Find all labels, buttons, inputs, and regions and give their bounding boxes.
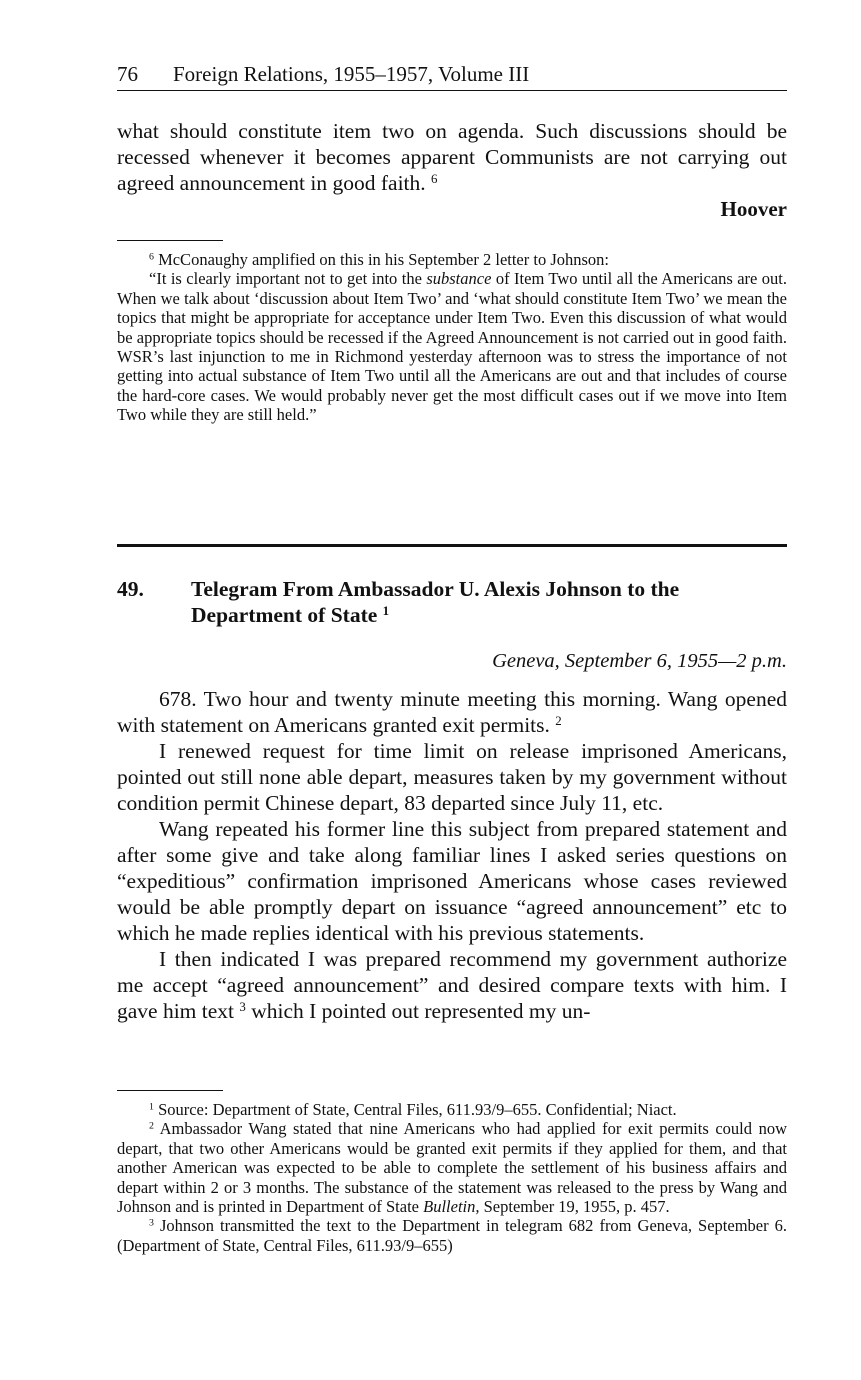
telegram-body bbox=[117, 686, 787, 1024]
footnote-6-quote-italic: substance bbox=[426, 269, 492, 289]
footnote-divider bbox=[117, 240, 223, 241]
footnote-divider bbox=[117, 1090, 223, 1091]
footnote-block-bottom bbox=[117, 1090, 787, 1255]
footnote-6-quote-rest: of Item Two until all the Americans are out. When we talk about ‘discussion about Item Two’ and ‘what should constitute Item Two’ we mean the topics that might be appropriate for acceptance under Item Two. Even this discussion of what would be appropriate topics should be recessed if the Agreed Announcement is not carried out in good faith. WSR’s last injunction to me in Richmond yesterday afternoon was to stress the importance of not getting into actual substance of Item Two until all the Americans are out and that includes of course the hard-core cases. We would probably never get the most difficult cases out if we move into Item Two while they are still held.” bbox=[117, 269, 787, 425]
page-number: 76 bbox=[117, 62, 138, 86]
paragraph-1 bbox=[117, 686, 787, 738]
footnote-ref-6: 6 bbox=[431, 171, 438, 186]
footnote-block-top bbox=[117, 240, 787, 425]
footnote-marker-1: 1 bbox=[149, 1101, 154, 1113]
document-heading bbox=[117, 576, 787, 628]
continued-paragraph-text: what should constitute item two on agenda. Such discussions should be recessed whenever it becomes apparent Communists are not carrying out agreed announcement in good faith. bbox=[117, 119, 787, 195]
footnote-2 bbox=[117, 1119, 787, 1216]
running-header bbox=[117, 62, 787, 91]
footnote-marker-3: 3 bbox=[149, 1218, 154, 1229]
footnote-ref-3: 3 bbox=[239, 999, 246, 1014]
running-title: Foreign Relations, 1955–1957, Volume III bbox=[173, 62, 530, 86]
footnote-1-text: Source: Department of State, Central Files, 611.93/9–655. Confidential; Niact. bbox=[158, 1100, 677, 1119]
footnote-6-intro bbox=[117, 250, 787, 269]
footnote-3 bbox=[117, 1216, 787, 1255]
footnote-2-text: Ambassador Wang stated that nine Americans who had applied for exit permits could now depart, that two other Americans would be granted exit permits if they applied for them, and that another American was expected to be able to complete the settlement of his business affairs and depart within 2 or 3 months. The substance of the statement was released to the press by Wang and Johnson and is printed in Department of State bbox=[117, 1119, 788, 1217]
footnote-1 bbox=[117, 1100, 787, 1119]
continued-text-block bbox=[117, 118, 787, 222]
dateline: Geneva, September 6, 1955—2 p.m. bbox=[492, 650, 787, 672]
footnote-6-intro-text: McConaughy amplified on this in his September 2 letter to Johnson: bbox=[158, 250, 610, 269]
paragraph-2: I renewed request for time limit on release imprisoned Americans, pointed out still none able depart, measures taken by my government without condition permit Chinese depart, 83 departed since July 11, etc. bbox=[117, 739, 787, 815]
document-title-text: Telegram From Ambassador U. Alexis Johnson to the Department of State bbox=[191, 577, 680, 627]
footnote-marker-6: 6 bbox=[149, 251, 154, 263]
signature: Hoover bbox=[720, 197, 787, 221]
paragraph-4 bbox=[117, 946, 787, 1024]
continued-paragraph bbox=[117, 118, 787, 196]
footnote-3-text: Johnson transmitted the text to the Department in telegram 682 from Geneva, September 6. (Department of State, Central Files, 611.93/9–655) bbox=[117, 1216, 787, 1255]
section-divider bbox=[117, 544, 787, 547]
document-number: 49. bbox=[117, 577, 144, 601]
paragraph-1-text: 678. Two hour and twenty minute meeting this morning. Wang opened with statement on Americans granted exit permits. bbox=[117, 687, 787, 737]
paragraph-4-text-end: which I pointed out represented my un- bbox=[251, 999, 591, 1023]
footnote-ref-2: 2 bbox=[555, 713, 562, 728]
footnote-6-quote-start: “It is clearly important not to get into the bbox=[149, 269, 427, 289]
footnote-6-quote bbox=[117, 269, 787, 424]
paragraph-3: Wang repeated his former line this subject from prepared statement and after some give and take along familiar lines I asked series questions on “expeditious” confirmation imprisoned Americans whose cases reviewed would be able promptly depart on issuance “agreed announcement” etc to which he made replies identical with his previous statements. bbox=[117, 817, 787, 945]
footnote-marker-2: 2 bbox=[149, 1120, 154, 1132]
footnote-ref-1: 1 bbox=[382, 603, 390, 618]
paragraph-4-text-start: I then indicated I was prepared recommend my government authorize me accept “agreed announcement” and desired compare texts with him. I gave him text bbox=[117, 947, 787, 1023]
document-title bbox=[191, 576, 787, 628]
footnote-2-italic: Bulletin, bbox=[423, 1197, 480, 1217]
footnote-2-text-end: September 19, 1955, p. 457. bbox=[479, 1197, 670, 1217]
